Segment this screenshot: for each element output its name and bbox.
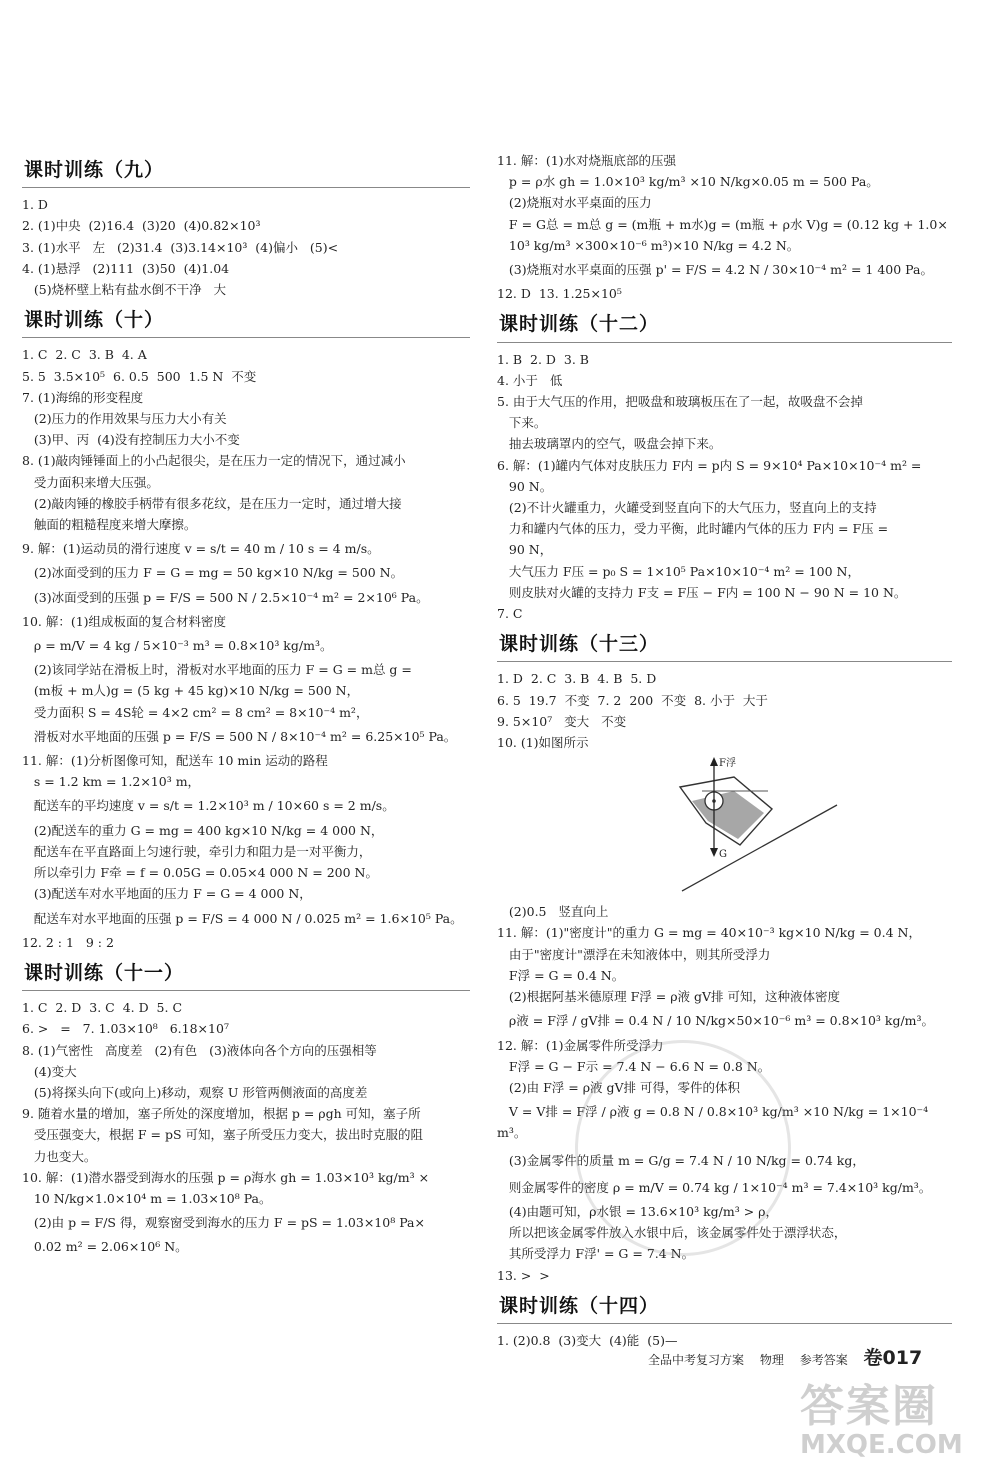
answer-line: 2. (1)中央 (2)16.4 (3)20 (4)0.82×10³ <box>22 218 261 234</box>
answer-line: (3)金属零件的质量 m = G/g = 7.4 N / 10 N/kg = 0.74 kg， <box>497 1152 865 1168</box>
answer-line: 配送车对水平地面的压强 p = F/S = 4 000 N / 0.025 m² = 1.6×10⁵ Pa。 <box>22 910 463 926</box>
answer-line: 10³ kg/m³ ×300×10⁻⁶ m³)×10 N/kg = 4.2 N。 <box>497 237 800 253</box>
answer-line: 受力面积来增大压强。 <box>22 474 159 490</box>
answer-line: p = ρ水 gh = 1.0×10³ kg/m³ ×10 N/kg×0.05 m = 500 Pa。 <box>497 174 879 190</box>
answer-line: 1. C 2. D 3. C 4. D 5. C <box>22 1000 183 1016</box>
answer-line: (3)甲、丙 (4)没有控制压力大小不变 <box>22 432 240 448</box>
answer-line: 配送车在平直路面上匀速行驶，牵引力和阻力是一对平衡力， <box>22 843 372 859</box>
answer-line: 受力面积 S = 4S轮 = 4×2 cm² = 8 cm² = 8×10⁻⁴ m²， <box>22 704 369 720</box>
answer-line: 所以把该金属零件放入水银中后，该金属零件处于漂浮状态， <box>497 1225 847 1241</box>
incline-beaker-diagram <box>672 757 852 897</box>
answer-line: 5. 由于大气压的作用，把吸盘和玻璃板压在了一起，故吸盘不会掉 <box>497 394 863 410</box>
subject-label: 物理 <box>759 1353 784 1367</box>
answer-line: 8. (1)气密性 高度差 (2)有色 (3)液体向各个方向的压强相等 <box>22 1042 377 1058</box>
answer-line: (2)配送车的重力 G = mg = 400 kg×10 N/kg = 4 000 N， <box>22 822 384 838</box>
section-title-11: 课时训练（十一） <box>22 957 470 991</box>
answer-line: 触面的粗糙程度来增大摩擦。 <box>22 517 197 533</box>
answer-line: 5. 5 3.5×10⁵ 6. 0.5 500 1.5 N 不变 <box>22 368 257 384</box>
section-title-9: 课时训练（九） <box>22 154 470 188</box>
answer-line: V = V排 = F浮 / ρ液 g = 0.8 N / 0.8×10³ kg/m³ ×10 N/kg = 1×10⁻⁴ m³。 <box>497 1104 933 1141</box>
answer-line: (m板 + m人)g = (5 kg + 45 kg)×10 N/kg = 500 N， <box>22 683 360 699</box>
answer-line: (4)变大 <box>22 1063 77 1079</box>
buoyant-force-label: F浮 <box>719 758 736 770</box>
answer-line: 4. 小于 低 <box>497 372 563 388</box>
answer-line: 由于"密度计"漂浮在未知液体中，则其所受浮力 <box>497 946 771 962</box>
answer-line: 受压强变大，根据 F = pS 可知，塞子所受压力变大，拔出时克服的阻 <box>22 1127 424 1143</box>
answer-line: 10. 解：(1)组成板面的复合材料密度 <box>22 613 227 629</box>
answer-line: 6. 5 19.7 不变 7. 2 200 不变 8. 小于 大于 <box>497 692 768 708</box>
answer-line: 滑板对水平地面的压强 p = F/S = 500 N / 8×10⁻⁴ m² = 6.25×10⁵ Pa。 <box>22 728 457 744</box>
answer-line: 其所受浮力 F浮' = G = 7.4 N。 <box>497 1246 695 1262</box>
answer-line: 10 N/kg×1.0×10⁴ m = 1.03×10⁸ Pa。 <box>22 1190 272 1206</box>
answer-line: 0.02 m² = 2.06×10⁶ N。 <box>22 1239 188 1255</box>
site-watermark <box>800 1370 970 1460</box>
answer-line: 1. C 2. C 3. B 4. A <box>22 347 147 363</box>
answer-line: 3. (1)水平 左 (2)31.4 (3)3.14×10³ (4)偏小 (5)< <box>22 239 339 255</box>
watermark-logo: 答案圈 <box>800 1381 938 1432</box>
answer-line: 7. C <box>497 606 523 622</box>
answer-line: 6. > = 7. 1.03×10⁸ 6.18×10⁷ <box>22 1021 229 1037</box>
answer-line: (2)敲肉锤的橡胶手柄带有很多花纹，是在压力一定时，通过增大接 <box>22 495 402 511</box>
answer-line: 10. 解：(1)潜水器受到海水的压强 p = ρ海水 gh = 1.03×10³ kg/m³ × <box>22 1169 430 1185</box>
answer-line: (2)烧瓶对水平桌面的压力 <box>497 195 652 211</box>
answer-line: 力和罐内气体的压力，受力平衡，此时罐内气体的压力 F内 = F压 = <box>497 521 889 537</box>
answer-line: F = G总 = m总 g = (m瓶 + m水)g = (m瓶 + ρ水 V)g = (0.12 kg + 1.0× <box>497 216 948 232</box>
section-title-12: 课时训练（十二） <box>497 308 952 342</box>
section-10-body <box>22 344 470 952</box>
answer-line: F浮 = G = 0.4 N。 <box>497 967 625 983</box>
answer-line: 13. > > <box>497 1267 550 1283</box>
answer-line: (3)冰面受到的压强 p = F/S = 500 N / 2.5×10⁻⁴ m² = 2×10⁶ Pa。 <box>22 589 429 605</box>
answer-line: 所以牵引力 F牵 = f = 0.05G = 0.05×4 000 N = 200 N。 <box>22 865 378 881</box>
answer-line: 9. 解：(1)运动员的滑行速度 v = s/t = 40 m / 10 s = 4 m/s。 <box>22 541 380 557</box>
answer-line: 力也变大。 <box>22 1148 97 1164</box>
answer-line: 90 N。 <box>497 478 553 494</box>
answer-line: (2)压力的作用效果与压力大小有关 <box>22 411 227 427</box>
answers-label: 参考答案 <box>799 1353 848 1367</box>
gravity-label: G <box>719 849 727 861</box>
section-title-14: 课时训练（十四） <box>497 1290 952 1324</box>
answer-line: 11. 解：(1)水对烧瓶底部的压强 <box>497 153 677 168</box>
answer-line: 90 N， <box>497 542 553 558</box>
section-title-10: 课时训练（十） <box>22 304 470 338</box>
answer-line: 8. (1)敲肉锤锤面上的小凸起很尖，是在压力一定的情况下，通过减小 <box>22 453 406 469</box>
watermark-url: MXQE.COM <box>800 1430 963 1460</box>
section-title-13: 课时训练（十三） <box>497 628 952 662</box>
answer-line: (2)0.5 竖直向上 <box>497 904 609 920</box>
answer-line: s = 1.2 km = 1.2×10³ m， <box>22 774 201 790</box>
answer-line: (2)由 F浮 = ρ液 gV排 可得，零件的体积 <box>497 1079 741 1095</box>
answer-line: F浮 = G − F示 = 7.4 N − 6.6 N = 0.8 N。 <box>497 1058 771 1074</box>
answer-line: 1. (2)0.8 (3)变大 (4)能 (5)— <box>497 1332 678 1348</box>
answer-line: (3)烧瓶对水平桌面的压强 p' = F/S = 4.2 N / 30×10⁻⁴ m² = 1 400 Pa。 <box>497 262 933 278</box>
section-9-body <box>22 194 470 300</box>
page-footer <box>648 1343 922 1370</box>
page-number: 卷017 <box>863 1347 923 1369</box>
continued-answers <box>497 150 952 304</box>
answer-line: 则金属零件的密度 ρ = m/V = 0.74 kg / 1×10⁻⁴ m³ = 7.4×10³ kg/m³。 <box>497 1179 932 1195</box>
left-column <box>22 150 470 1258</box>
answer-line: 配送车的平均速度 v = s/t = 1.2×10³ m / 10×60 s = 2 m/s。 <box>22 798 395 814</box>
answer-line: (5)烧杯壁上粘有盐水倒不干净 大 <box>22 282 227 298</box>
answer-line: (3)配送车对水平地面的压力 F = G = 4 000 N， <box>22 886 312 902</box>
answer-line: 7. (1)海绵的形变程度 <box>22 389 144 405</box>
answer-line: (2)不计火罐重力，火罐受到竖直向下的大气压力，竖直向上的支持 <box>497 500 877 516</box>
book-series: 全品中考复习方案 <box>648 1353 745 1367</box>
answer-line: 12. 2 : 1 9 : 2 <box>22 934 114 950</box>
answer-line: 1. B 2. D 3. B <box>497 351 589 367</box>
answer-line: (2)该同学站在滑板上时，滑板对水平地面的压力 F = G = m总 g = <box>22 662 412 678</box>
answer-line: ρ = m/V = 4 kg / 5×10⁻³ m³ = 0.8×10³ kg/m³。 <box>22 638 333 654</box>
answer-line: 大气压力 F压 = p₀ S = 1×10⁵ Pa×10×10⁻⁴ m² = 100 N， <box>497 563 860 579</box>
answer-line: 12. D 13. 1.25×10⁵ <box>497 286 622 302</box>
answer-line: 1. D <box>22 197 48 213</box>
answer-line: (5)将探头向下(或向上)移动，观察 U 形管两侧液面的高度差 <box>22 1084 368 1100</box>
section-12-body <box>497 349 952 625</box>
answer-line: ρ液 = F浮 / gV排 = 0.4 N / 10 N/kg×50×10⁻⁶ m³ = 0.8×10³ kg/m³。 <box>497 1013 935 1029</box>
answer-line: 9. 随着水量的增加，塞子所处的深度增加，根据 p = ρgh 可知，塞子所 <box>22 1106 421 1122</box>
answer-line: 9. 5×10⁷ 变大 不变 <box>497 713 627 729</box>
answer-line: 6. 解：(1)罐内气体对皮肤压力 F内 = p内 S = 9×10⁴ Pa×10×10⁻⁴ m² = <box>497 457 922 473</box>
answer-line: 4. (1)悬浮 (2)111 (3)50 (4)1.04 <box>22 260 230 276</box>
answer-line: 则皮肤对火罐的支持力 F支 = F压 − F内 = 100 N − 90 N = 10 N。 <box>497 584 907 600</box>
answer-line: (2)由 p = F/S 得，观察窗受到海水的压力 F = pS = 1.03×10⁸ Pa× <box>22 1215 425 1231</box>
answer-line: 抽去玻璃罩内的空气，吸盘会掉下来。 <box>497 436 722 452</box>
answer-line: 10. (1)如图所示 <box>497 735 589 751</box>
answer-line: (4)由题可知，ρ水银 = 13.6×10³ kg/m³ > ρ， <box>497 1203 779 1219</box>
section-11-body <box>22 997 470 1257</box>
buoyancy-figure <box>497 753 952 901</box>
faded-stamp <box>575 1040 791 1256</box>
answer-line: 11. 解：(1)分析图像可知，配送车 10 min 运动的路程 <box>22 753 328 769</box>
answer-line: 下来。 <box>497 415 547 431</box>
answer-line: 1. D 2. C 3. B 4. B 5. D <box>497 671 657 687</box>
answer-line: (2)冰面受到的压力 F = G = mg = 50 kg×10 N/kg = 500 N。 <box>22 565 404 581</box>
answer-line: 12. 解：(1)金属零件所受浮力 <box>497 1037 664 1053</box>
answer-line: 11. 解：(1)"密度计"的重力 G = mg = 40×10⁻³ kg×10 N/kg = 0.4 N， <box>497 925 921 941</box>
answer-line: (2)根据阿基米德原理 F浮 = ρ液 gV排 可知，这种液体密度 <box>497 989 841 1005</box>
